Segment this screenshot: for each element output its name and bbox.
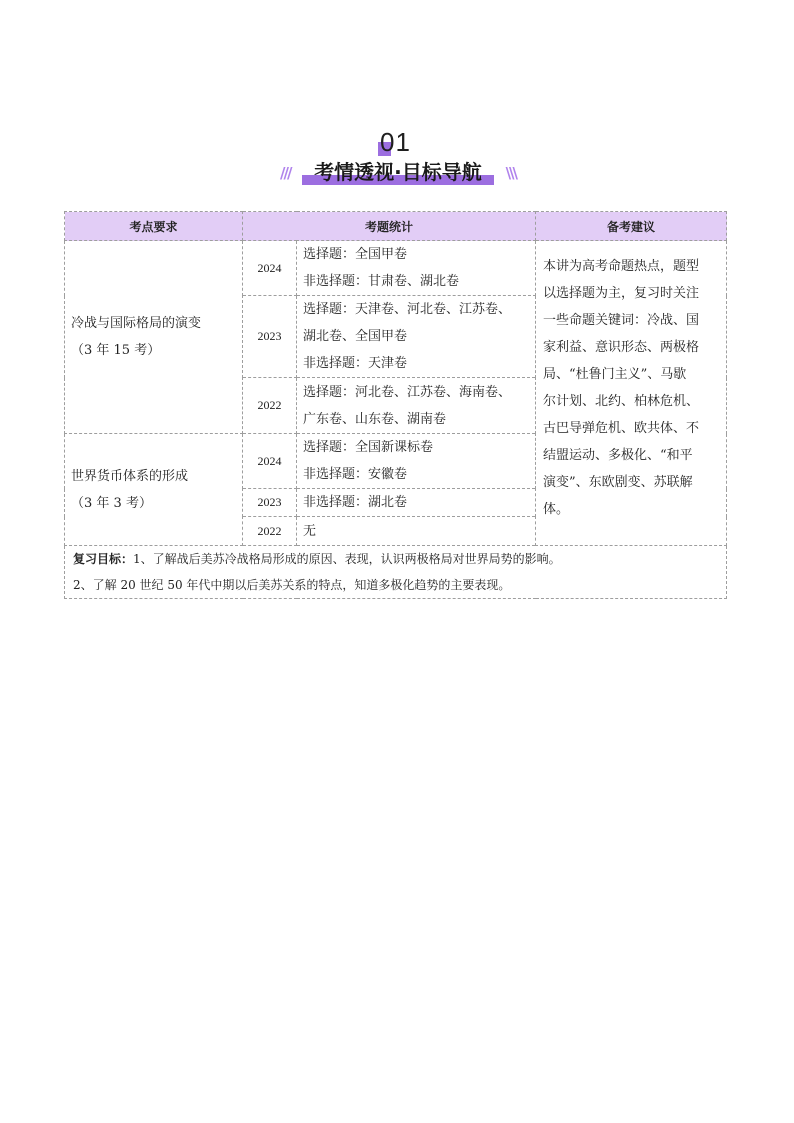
topic-count: （3 年 3 考） bbox=[71, 495, 152, 511]
section-header bbox=[0, 124, 794, 194]
topic-count: （3 年 15 考） bbox=[71, 343, 161, 358]
section-title-text: 考情透视·目标导航 bbox=[314, 160, 482, 184]
advice-line: 以选择题为主，复习时关注 bbox=[543, 286, 700, 301]
advice-line: 体。 bbox=[543, 502, 570, 517]
exam-line: 选择题：天津卷、河北卷、江苏卷、 bbox=[303, 302, 512, 317]
year-cell: 2024 bbox=[243, 241, 297, 296]
year-cell: 2023 bbox=[243, 296, 297, 378]
header-topic-requirements: 考点要求 bbox=[65, 212, 243, 241]
exams-cell bbox=[297, 241, 536, 296]
advice-line: 结盟运动、多极化、“和平 bbox=[543, 448, 693, 463]
year-cell: 2022 bbox=[243, 517, 297, 546]
advice-line: 尔计划、北约、柏林危机、 bbox=[543, 394, 700, 409]
section-number-text: 01 bbox=[380, 127, 411, 157]
table-row bbox=[65, 241, 727, 296]
exam-line: 无 bbox=[303, 523, 317, 539]
advice-line: 古巴导弹危机、欧共体、不 bbox=[543, 421, 700, 436]
exams-cell bbox=[297, 489, 536, 517]
left-slash-decoration: /// bbox=[280, 164, 291, 182]
goal-row bbox=[65, 546, 727, 599]
exam-line: 选择题：河北卷、江苏卷、海南卷、 bbox=[303, 384, 512, 400]
exam-line: 非选择题：甘肃卷、湖北卷 bbox=[303, 274, 460, 289]
header-preparation-advice: 备考建议 bbox=[536, 212, 727, 241]
exam-line: 广东卷、山东卷、湖南卷 bbox=[303, 411, 447, 427]
exams-cell bbox=[297, 296, 536, 378]
exam-line: 选择题：全国甲卷 bbox=[303, 247, 408, 262]
goal-label: 复习目标： bbox=[73, 552, 134, 566]
topic-name: 冷战与国际格局的演变 bbox=[71, 316, 202, 331]
goal-line-1 bbox=[73, 546, 718, 572]
year-cell: 2022 bbox=[243, 378, 297, 434]
right-slash-decoration: \\\ bbox=[505, 164, 516, 182]
exam-line: 非选择题：安徽卷 bbox=[303, 467, 408, 482]
topic-cell bbox=[65, 434, 243, 546]
section-title bbox=[280, 160, 516, 188]
topic-cell bbox=[65, 241, 243, 434]
advice-line: 本讲为高考命题热点，题型 bbox=[543, 259, 700, 274]
topic-name: 世界货币体系的形成 bbox=[71, 468, 189, 484]
section-number bbox=[376, 128, 426, 160]
advice-cell bbox=[536, 241, 727, 546]
advice-line: 家利益、意识形态、两极格 bbox=[543, 340, 700, 355]
exam-line: 选择题：全国新课标卷 bbox=[303, 440, 434, 455]
advice-line: 一些命题关键词：冷战、国 bbox=[543, 313, 700, 328]
exam-analysis-table bbox=[64, 211, 727, 599]
exam-line: 非选择题：天津卷 bbox=[303, 356, 408, 371]
exams-cell bbox=[297, 434, 536, 489]
exams-cell bbox=[297, 378, 536, 434]
exam-line: 湖北卷、全国甲卷 bbox=[303, 329, 408, 344]
goal-text-1: 1、了解战后美苏冷战格局形成的原因、表现，认识两极格局对世界局势的影响。 bbox=[133, 552, 561, 566]
review-goal-cell bbox=[65, 546, 727, 599]
header-exam-statistics: 考题统计 bbox=[243, 212, 536, 241]
year-cell: 2024 bbox=[243, 434, 297, 489]
advice-line: 演变”、东欧剧变、苏联解 bbox=[543, 475, 693, 490]
goal-line-2: 2、了解 20 世纪 50 年代中期以后美苏关系的特点，知道多极化趋势的主要表现。 bbox=[73, 578, 511, 592]
table-header-row bbox=[65, 212, 727, 241]
exam-line: 非选择题：湖北卷 bbox=[303, 495, 408, 510]
advice-line: 局、“杜鲁门主义”、马歇 bbox=[543, 367, 687, 382]
exams-cell bbox=[297, 517, 536, 546]
year-cell: 2023 bbox=[243, 489, 297, 517]
